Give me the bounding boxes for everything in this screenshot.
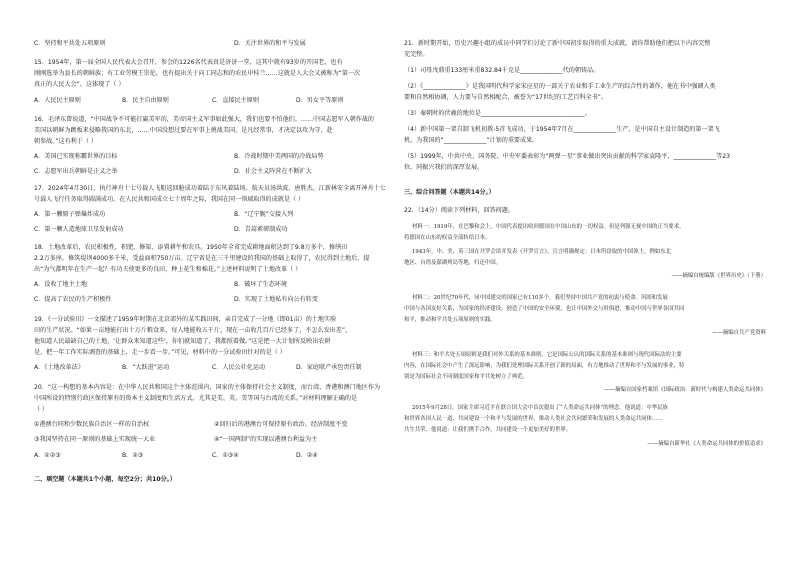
q15-option-d: D．男女平等原则 (296, 97, 344, 104)
section-2-heading: 二、填空题（本题共1个小题，每空2分；共10分。） (34, 476, 176, 483)
q18-option-a: A．没收了地主土地 (34, 281, 87, 288)
q20-option-b: B．②③ (122, 452, 144, 459)
q14-option-d: D．关注世界的和平与发展 (234, 40, 306, 47)
q17-option-b: B．“辽宁舰”交接入列 (234, 211, 294, 218)
q21-fill-1: （1）司母戊鼎重133厘米重832.84千克是______________代的朝铸品。 (404, 67, 600, 74)
q21-fill-2b: 要和自然相协调，人力要与自然相配合，被誉为“17世纪的工艺百科全书”。 (404, 94, 607, 101)
q19-option-c: C．人民公社化运动 (212, 364, 266, 371)
q21-fill-5b: 位，同振兴我们的深厚发展。 (404, 164, 484, 171)
material-4-source: ——摘编自新华社《人类命运共同体的价值追求》 (647, 441, 766, 447)
q18-line-3: 出“为气都明年在生产一起？有功夫使更多的良田，种上花生和棉花。”上述材料说明了土地改革（ ） (34, 266, 302, 273)
material-1-source: ——摘编自统编版《世界历史》（下册） (671, 273, 766, 279)
material-2-line-1: 材料二：20世纪70年代，同中国建交的国家已有110多个。我们坚持中国共产党的初衷与使命。巩固和发展 (412, 295, 668, 301)
material-1-line-1: 材料一：1919年，在巴黎和会上，中国代表提出收回德国在中国山东的一切权益。但是列强无视中国的正当要求， (412, 224, 685, 230)
q20-item-3: ③我国坚持在同一原则的基础上实现统一大业 (34, 436, 156, 443)
material-3-line-1: 材料三：和平共处五项原则是我们对外关系的基本准则。它是国际公认的国际关系的基本准则与现代国际法的主要 (412, 352, 682, 358)
q15-option-b: B．民主自由原则 (122, 97, 169, 104)
q19-line-2: 田的生产状况。“如果一亩地能打出十万斤粮食来，每人地能收五千斤，现在一亩收几百斤已经多了，不怎么发出差”， (34, 327, 352, 334)
q21-line-2: 充完整。 (404, 51, 429, 58)
q16-line-3: 朝参战。”这有利于（ ） (34, 138, 97, 145)
q20-option-d: D．②④ (296, 452, 318, 459)
material-3-source: ——摘编自国家档案馆《国际政治：新时代与构建人类命运共同体》 (604, 387, 766, 393)
q22-title: 22．（14分）阅读下列材料，回答问题。 (404, 207, 514, 214)
q17-option-d: D．青蒿素研制成功 (234, 226, 288, 233)
q19-line-4: 是，把一年工作实际调查的基础上，走一步看一步。”可见，材料中的一分试验田针对的是（ ） (34, 349, 286, 356)
q18-option-d: D．实现了土地私有向公有转变 (234, 296, 318, 303)
q21-line-1: 21．新时期开始，历史兴趣小组的成员中同学们讨论了新中国初步取得的重大成就，请你帮助他们把以下内容完整 (404, 40, 711, 47)
section-3-heading: 三、综合问答题（本题共14分。） (404, 189, 495, 196)
q15-option-a: A．人民民主原则 (34, 97, 81, 104)
q19-option-a: A．《土地改革法》 (34, 364, 84, 371)
q17-option-c: C．第一颗人造地球卫星发射成功 (34, 226, 124, 233)
material-2-line-3: 和平，推动和平共处五项原则的实践。 (404, 317, 496, 323)
q20-item-2: ②回归后的港澳台可保持原有政治、经济制度不变 (214, 421, 348, 428)
q21-fill-2: （2）《______________》是我国明代科学家宋应星的一部关于农业和手工业生产的综合性的著作，他在书中强调人类 (404, 83, 716, 90)
q18-line-2: 2.2万多座，修筑堤坝4000多千米，受益面积750万亩。辽宁省是在三千里建设的我国的基础上取得了，农民得到土地后，提 (34, 255, 370, 262)
q20-line-3: （ ） (34, 406, 49, 413)
q16-option-c: C．志愿军出兵朝鲜是正义之举 (34, 168, 118, 175)
material-4-line-2: 和世界各国人民一道，共同建设一个和平与发展的世界，推动人类社会共同繁荣和发展的人类命运共同体…… (404, 416, 663, 422)
q15-line-1: 15．1954年，第一届全国人民代表大会召开，参会的1226名代表真是济济一堂，这其中就有93岁的开国老，也有 (34, 59, 343, 66)
q20-option-c: C．①③④ (212, 452, 239, 459)
q17-option-a: A．第一颗原子弹爆炸成功 (34, 211, 106, 218)
q19-option-b: B．“大跃进”运动 (122, 364, 170, 371)
material-1-line-4: 地区、台湾及澎湖列岛等地，归还中国。 (404, 260, 502, 266)
material-1-line-3: 1943年，中、美、英三国在开罗会谈并发表《开罗宣言》，宣言明确规定：日本所窃取的中国领土，例如东北 (412, 249, 671, 255)
q19-option-d: D．家庭联产承包责任制 (296, 364, 362, 371)
q19-line-1: 19．《一分试验田》一文描述了1959年时期在北京郊外的某实践田间，亲自完成了一分地（即01亩）的土地实验 (34, 316, 337, 323)
q16-line-1: 16．毛泽东曾说道，“中国战争不可能打赢美军的，美帝国主义军事如此强大，我们也要不怕他们。……中国志愿军入朝作战的 (34, 116, 374, 123)
q17-line-1: 17．2024年4月30日，执行神舟十七号载人飞船返回舱成功着陆于东风着陆场。航天员汤洪波、唐胜杰、江新林安全离开神舟十七 (34, 185, 386, 192)
q19-line-3: 他知道人民最缺自己的土地，‘让群众来知道这些’，你们就知道了，我都照着做。”这是把一大计划所反映出农耕 (34, 338, 331, 345)
q18-option-b: B．破坏了生态环境 (234, 281, 287, 288)
q21-fill-4b: 机，为我国的“______________”计划的重要成果。 (404, 137, 539, 144)
q14-option-c: C．坚持和平共处五项原则 (34, 40, 106, 47)
q21-fill-3: （3）秦朝时的伏羲的地位是__________________________________。 (404, 110, 591, 117)
q20-item-4: ④“一国两制”的实现以港澳台利益为主 (214, 436, 318, 443)
q16-option-d: D．社会主义阵营在不断扩大 (234, 168, 312, 175)
q20-line-1: 20．“这一构想的基本内容是：在中华人民共和国这个主体范围内，国家的主体保持社会主义制度，而台湾、香港和澳门地区作为 (34, 384, 381, 391)
material-2-source: ——摘编自共产党资料 (712, 330, 766, 336)
q17-line-2: 号载人飞行任务取得圆满成功。在人民共和国成立七十周年之际，我国在同一领域取得的成就是（ ） (34, 196, 305, 203)
q20-line-2: 中国所设的特别行政区保持原有的资本主义制度和生活方式。尤其是美、英、美等国与台湾的关系。”对材料理解正确的是 (34, 395, 358, 402)
q21-fill-4: （4）新中国第一架自制飞机初教-5首飞成功，于1954年7月在______________生产，是中国自主设计制造的第一架飞 (404, 126, 720, 133)
material-1-line-2: 将德国在山东的权益全部转给日本。 (404, 235, 491, 241)
material-3-line-2: 内容，在国际社会中产生了深远影响，为我们处理国际关系开创了新的局面，有力地推动了世界和平与发展的事业，特 (404, 363, 685, 369)
material-4-line-3: 共生共荣。他说道：让我们携手合作，共同建设一个更加美好的世界。 (404, 427, 572, 433)
q16-line-2: 美国以朝鲜为跳板来侵略我国的东北，……中国没想过要在军事上挑战美国，是凡经常事，才决定以攻为守，赴 (34, 127, 333, 134)
q16-option-b: B．冷战时期中美两国的冷战局势 (234, 153, 324, 160)
q15-line-2: 刚刚选举为县长的朝鲜族；有工业劳模王崇伦，也有提出关于向工同志和的农民申桂兰……这就是人大会又被称为“第一次 (34, 70, 361, 77)
material-2-line-2: 中国与各国友好关系，为国家的经济建设，创造了中国的安全环境，也让中国外交与时俱进，推动中国与世界各国共同 (404, 306, 685, 312)
q18-line-1: 18．土地改革后，农民积极性，积肥、修渠、添置耕牛和农具。1950年全省完成耕地面积达到了9.8万多个，修缮田 (34, 244, 348, 251)
material-3-line-3: 别是为国际社会不同制度国家和平共处树立了典范。 (404, 374, 528, 380)
q15-line-3: 真正的人民大会”。这体现了（ ） (34, 81, 125, 88)
q20-item-1: ①港澳台同和少数民族自治区一样的自治权 (34, 421, 150, 428)
q16-option-a: A．美国已实现称霸世界的目标 (34, 153, 118, 160)
q15-option-c: C．直接民主原则 (212, 97, 259, 104)
q20-option-a: A．①②③ (34, 452, 61, 459)
q18-option-c: C．提高了农民的生产积极性 (34, 296, 112, 303)
material-4-line-1: 2015年9月28日，国家主席习近平在联合国大会中首次提出了“人类命运共同体”的理念。他说道：中华民族 (412, 405, 668, 411)
q21-fill-5: （5）1999年，中共中央、国务院、中央军委表彰为“两弹一星”事业做出突出贡献的科学家袁隆平，______________等23 (404, 153, 730, 160)
